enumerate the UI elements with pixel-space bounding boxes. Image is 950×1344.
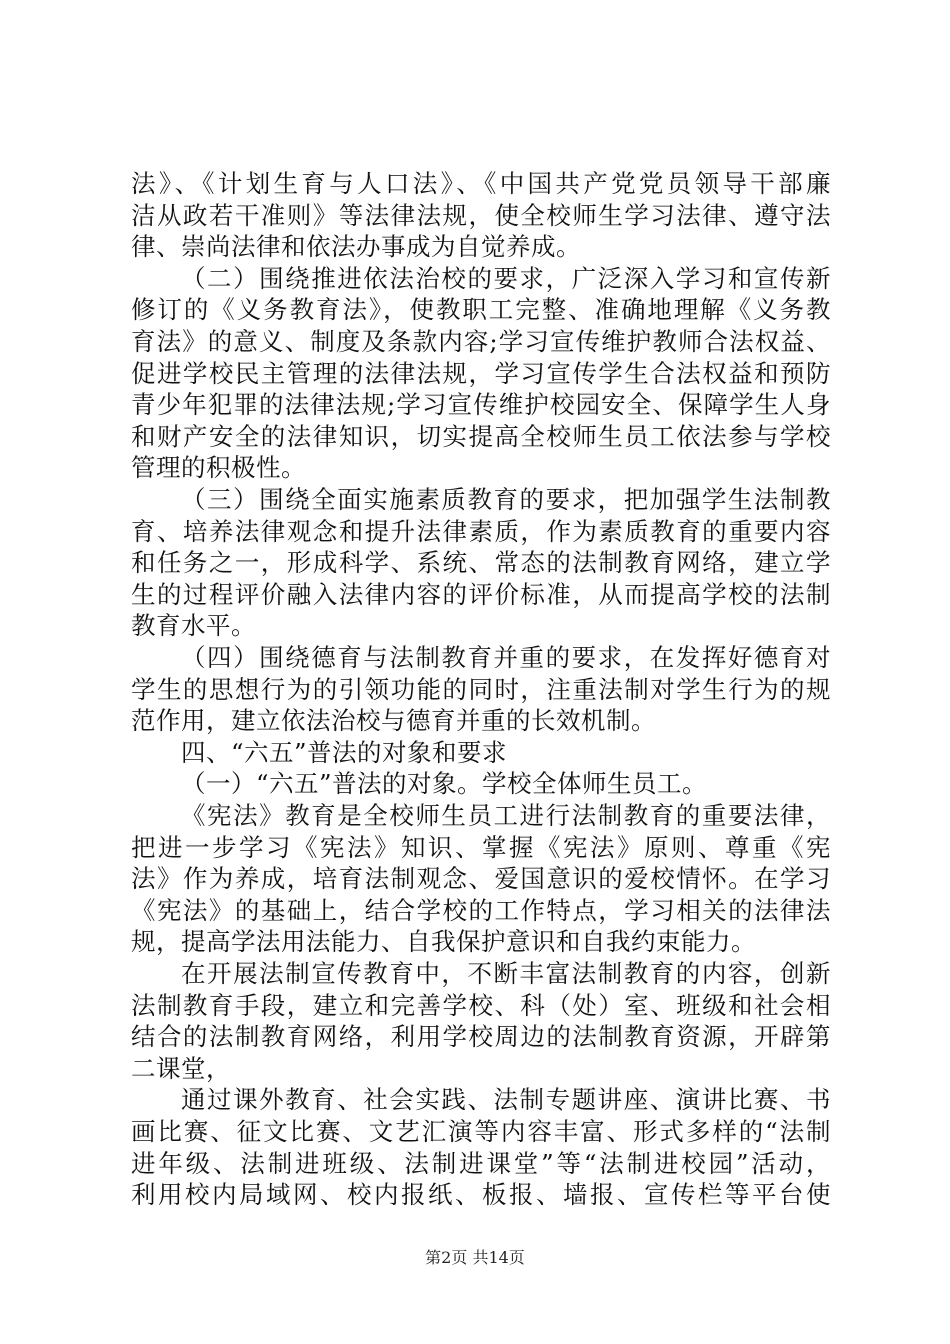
text-line: 画比赛、征文比赛、文艺汇演等内容丰富、形式多样的“法制	[131, 1117, 831, 1146]
text-line: 结合的法制教育网络，利用学校周边的法制教育资源，开辟第	[131, 1022, 831, 1052]
text-line: 法》作为养成，培育法制观念、爱国意识的爱校情怀。在学习	[131, 864, 831, 894]
text-line: 生的过程评价融入法律内容的评价标准，从而提高学校的法制	[131, 579, 831, 609]
text-line: 法制教育手段，建立和完善学校、科（处）室、班级和社会相	[131, 990, 831, 1020]
text-line: 范作用，建立依法治校与德育并重的长效机制。	[131, 706, 656, 736]
text-line: 二课堂，	[131, 1053, 231, 1083]
paragraph-start-line: 在开展法制宣传教育中，不断丰富法制教育的内容，创新	[181, 959, 831, 988]
text-line: 和任务之一，形成科学、系统、常态的法制教育网络，建立学	[131, 548, 831, 578]
paragraph-start-line: （一）“六五”普法的对象。学校全体师生员工。	[181, 769, 708, 799]
text-line: 促进学校民主管理的法律法规，学习宣传学生合法权益和预防	[131, 358, 831, 388]
text-line: 管理的积极性。	[131, 453, 306, 483]
page-number-footer: 第2页 共14页	[425, 1248, 525, 1267]
text-line: 进年级、法制进班级、法制进课堂”等“法制进校园”活动，	[131, 1148, 831, 1178]
text-line: 教育水平。	[131, 611, 256, 641]
text-line: 律、崇尚法律和依法办事成为自觉养成。	[131, 232, 581, 262]
text-line: 学生的思想行为的引领功能的同时，注重法制对学生行为的规	[131, 674, 831, 704]
text-line: 《宪法》的基础上，结合学校的工作特点，学习相关的法律法	[131, 895, 831, 925]
text-line: 把进一步学习《宪法》知识、掌握《宪法》原则、尊重《宪	[131, 832, 831, 862]
paragraph-start-line: 《宪法》教育是全校师生员工进行法制教育的重要法律，	[181, 801, 831, 830]
paragraph-start-line: 四、“六五”普法的对象和要求	[181, 737, 508, 767]
text-line: 育、培养法律观念和提升法律素质，作为素质教育的重要内容	[131, 516, 831, 546]
text-line: 利用校内局域网、校内报纸、板报、墙报、宣传栏等平台使	[131, 1180, 831, 1210]
paragraph-start-line: （二）围绕推进依法治校的要求，广泛深入学习和宣传新	[181, 263, 831, 293]
paragraph-start-line: （三）围绕全面实施素质教育的要求，把加强学生法制教	[181, 485, 831, 514]
text-line: 和财产安全的法律知识，切实提高全校师生员工依法参与学校	[131, 421, 831, 451]
text-line: 规，提高学法用法能力、自我保护意识和自我约束能力。	[131, 927, 756, 957]
text-line: 育法》的意义、制度及条款内容;学习宣传维护教师合法权益、	[131, 327, 831, 356]
paragraph-start-line: 通过课外教育、社会实践、法制专题讲座、演讲比赛、书	[181, 1085, 831, 1115]
text-line: 洁从政若干准则》等法律法规，使全校师生学习法律、遵守法	[131, 200, 831, 230]
text-line: 青少年犯罪的法律法规;学习宣传维护校园安全、保障学生人身	[131, 390, 831, 420]
text-line: 法》、《计划生育与人口法》、《中国共产党党员领导干部廉	[131, 169, 831, 198]
text-line: 修订的《义务教育法》，使教职工完整、准确地理解《义务教	[131, 295, 831, 325]
paragraph-start-line: （四）围绕德育与法制教育并重的要求，在发挥好德育对	[181, 643, 831, 672]
